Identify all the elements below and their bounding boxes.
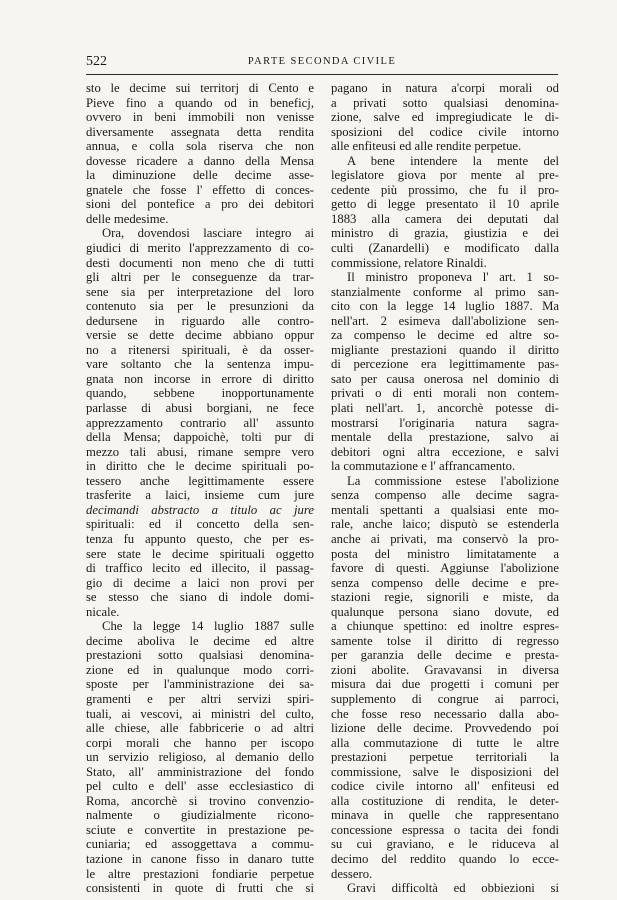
text-line: zioni abolite. Gravavansi in diversa: [331, 662, 559, 677]
text-line: alla commutazione di tutte le altre: [331, 735, 559, 750]
text-line: mentale della prestazione, salvo ai: [331, 430, 559, 445]
text-line: di percezione era legittimamente pas-: [331, 357, 559, 372]
text-line: Pieve fino a quando od in beneficj,: [86, 95, 314, 110]
text-line: annua, e colla sola riserva che non: [86, 139, 314, 154]
right-text-column: [331, 81, 559, 896]
text-line: tuali, ai vescovi, ai ministri del culto,: [86, 706, 314, 721]
text-line: qualunque persona siano dovute, ed: [331, 604, 559, 619]
text-line: su cui graviano, e le riduceva al: [331, 837, 559, 852]
text-line: dovesse ricadere a danno della Mensa: [86, 153, 314, 168]
page-number: 522: [86, 54, 107, 69]
text-line: prestazioni perpetue territoriali la: [331, 750, 559, 765]
text-line: stanzialmente conforme al primo san-: [331, 284, 559, 299]
text-line: senza compenso alle decime sagra-: [331, 488, 559, 503]
page-header: [86, 52, 558, 72]
text-line: spirituali: ed il concetto della sen-: [86, 517, 314, 532]
text-line: in diritto che le decime spirituali po-: [86, 459, 314, 474]
text-line: sato per causa onerosa nel dominio di: [331, 371, 559, 386]
text-line: plati nell'art. 1, ancorchè potesse di-: [331, 401, 559, 416]
text-line: nalmente o giudizialmente ricono-: [86, 808, 314, 823]
text-line: codice civile intorno all' enfiteusi ed: [331, 779, 559, 794]
text-line: un servizio religioso, al demanio dello: [86, 750, 314, 765]
text-line: misura dai due progetti i comuni per: [331, 677, 559, 692]
text-line: apprezzamento contrario all' assunto: [86, 415, 314, 430]
text-line: stazioni regie, signorili e miste, da: [331, 590, 559, 605]
text-line: le altre prestazioni fondiarie perpetue: [86, 866, 314, 881]
text-line: che fosse reso necessario dalla abo-: [331, 706, 559, 721]
text-line: sposte per l'amministrazione dei sa-: [86, 677, 314, 692]
text-line: culti (Zanardelli) e modificato dalla: [331, 241, 559, 256]
text-line: posta del ministro limitatamente a: [331, 546, 559, 561]
text-line: zione, salve ed impregiudicate le di-: [331, 110, 559, 125]
text-line: sere state le decime spirituali oggetto: [86, 546, 314, 561]
text-line: decimandi abstracto a titulo ac jure: [86, 502, 314, 517]
text-line: favore di questi. Aggiunse l'abolizione: [331, 561, 559, 576]
text-line: tenza fu appunto questo, che per es-: [86, 531, 314, 546]
text-line: nicale.: [86, 604, 120, 619]
text-line: supplemento di congrue ai parroci,: [331, 691, 559, 706]
running-title: PARTE SECONDA CIVILE: [247, 56, 397, 67]
text-line: cedente più prossimo, che fu il pro-: [331, 182, 559, 197]
text-line: migliante prestazioni quando il diritto: [331, 342, 559, 357]
text-line: della Mensa; dappoichè, tolti pur di: [86, 430, 314, 445]
text-line: trasferite a laici, insieme cum jure: [86, 488, 314, 503]
text-line: getto di legge presentato il 10 aprile: [331, 197, 559, 212]
text-line: cuniaria; ed assoggettava a commu-: [86, 837, 314, 852]
text-line: mostrarsi l'originaria natura sagra-: [331, 415, 559, 430]
text-line: consistenti in quote di frutti che si: [86, 881, 314, 896]
text-line: mentali spettanti a qualsiasi ente mo-: [331, 502, 559, 517]
text-line: diversamente assegnata detta rendita: [86, 124, 314, 139]
text-line: senza compenso delle decime e pre-: [331, 575, 559, 590]
text-line: rale, anche laico; disputò se estenderla: [331, 517, 559, 532]
text-line: versie se dette decime abbiano oppur: [86, 328, 314, 343]
text-line: La commissione estese l'abolizione: [347, 473, 559, 488]
text-line: sciute e convertite in prestazione pe-: [86, 822, 314, 837]
text-line: nell'art. 2 esimeva dall'abolizione sen-: [331, 313, 559, 328]
text-line: alla costituzione di rendita, le deter-: [331, 793, 559, 808]
text-line: sposizioni del codice civile intorno: [331, 124, 559, 139]
text-line: tazione in canone fisso in danaro tutte: [86, 851, 314, 866]
text-line: ovvero in beni immobili non venisse: [86, 110, 314, 125]
text-line: pagano in natura a'corpi morali od: [331, 81, 559, 95]
text-line: concessione espressa o tacita dei fondi: [331, 822, 559, 837]
text-line: Stato, all' amministrazione del fondo: [86, 764, 314, 779]
text-line: privati o di enti morali non contem-: [331, 386, 559, 401]
text-line: mezzo tali abusi, rimane sempre vero: [86, 444, 314, 459]
text-line: desti documenti non meno che di tutti: [86, 255, 314, 270]
text-line: se stesso che siano di indole domi-: [86, 590, 314, 605]
text-line: tessero anche legittimamente essere: [86, 473, 314, 488]
text-line: vare soltanto che la sentenza impu-: [86, 357, 314, 372]
text-line: Ora, dovendosi lasciare integro ai: [102, 226, 314, 241]
text-line: la diminuzione delle decime asse-: [86, 168, 314, 183]
text-line: gramenti e per altri servizi spiri-: [86, 691, 314, 706]
text-line: sene sia per interpretazione del loro: [86, 284, 314, 299]
header-rule: [86, 74, 558, 75]
text-line: gio di decime a laici non provi per: [86, 575, 314, 590]
text-line: A bene intendere la mente del: [347, 153, 559, 168]
text-line: cito con la legge 14 luglio 1887. Ma: [331, 299, 559, 314]
text-line: legislatore giova por mente al pre-: [331, 168, 559, 183]
text-line: lizione delle decime. Provvedendo poi: [331, 721, 559, 736]
text-line: corpi morali che hanno per iscopo: [86, 735, 314, 750]
text-line: alle enfiteusi ed alle rendite perpetue.: [331, 139, 522, 154]
text-line: pel culto e dell' asse ecclesiastico di: [86, 779, 314, 794]
text-line: la commutazione e l' affrancamento.: [331, 459, 516, 474]
text-line: dessero.: [331, 866, 373, 881]
text-line: parlasse di abusi borgiani, ne fece: [86, 401, 314, 416]
text-line: 1883 alla camera dei deputati dal: [331, 211, 559, 226]
text-line: gli altri per le conseguenze da trar-: [86, 270, 314, 285]
text-line: za compenso le decime ed altre so-: [331, 328, 559, 343]
text-line: Roma, ancorchè si trovino convenzio-: [86, 793, 314, 808]
text-line: Che la legge 14 luglio 1887 sulle: [102, 619, 314, 634]
text-line: a chiunque spettino: ed inoltre espres-: [331, 619, 559, 634]
text-line: commissione, relatore Rinaldi.: [331, 255, 487, 270]
text-line: sto le decime sui territorj di Cento e: [86, 81, 314, 95]
text-line: quando, sebbene inopportunamente: [86, 386, 314, 401]
text-line: a privati sotto qualsiasi denomina-: [331, 95, 559, 110]
text-line: Gravi difficoltà ed obbiezioni si: [347, 881, 559, 896]
text-line: debitori ogni altra eccezione, e salvi: [331, 444, 559, 459]
text-line: samente tolse il diritto di regresso: [331, 633, 559, 648]
text-line: delle medesime.: [86, 211, 169, 226]
text-line: zione ed in qualunque modo corri-: [86, 662, 314, 677]
text-line: di traffico lecito ed illecito, il passag-: [86, 561, 314, 576]
text-line: sioni del pontefice a pro dei debitori: [86, 197, 314, 212]
text-line: minava in quelle che rappresentano: [331, 808, 559, 823]
text-line: gnata non incorse in errore di diritto: [86, 371, 314, 386]
text-line: contenuto sia per le presunzioni da: [86, 299, 314, 314]
text-line: commissione, salve le disposizioni del: [331, 764, 559, 779]
text-line: Il ministro proponeva l' art. 1 so-: [347, 270, 559, 285]
text-line: decime aboliva le decime ed altre: [86, 633, 314, 648]
text-line: per garanzia delle decime e presta-: [331, 648, 559, 663]
text-line: no a ritenersi spirituali, è da osser-: [86, 342, 314, 357]
text-line: dedursene in riguardo alle contro-: [86, 313, 314, 328]
text-line: prestazioni sotto qualsiasi denomina-: [86, 648, 314, 663]
left-text-column: [86, 81, 314, 896]
text-line: anche ai privati, ma conservò la pro-: [331, 531, 559, 546]
text-line: giudici di merito l'apprezzamento di co-: [86, 241, 314, 256]
text-line: alle chiese, alle fabbricerie o ad altri: [86, 721, 314, 736]
text-line: ministro di grazia, giustizia e dei: [331, 226, 559, 241]
text-line: decimo del reddito quando lo ecce-: [331, 851, 559, 866]
text-line: gnatele che fosse l' effetto di conces-: [86, 182, 314, 197]
